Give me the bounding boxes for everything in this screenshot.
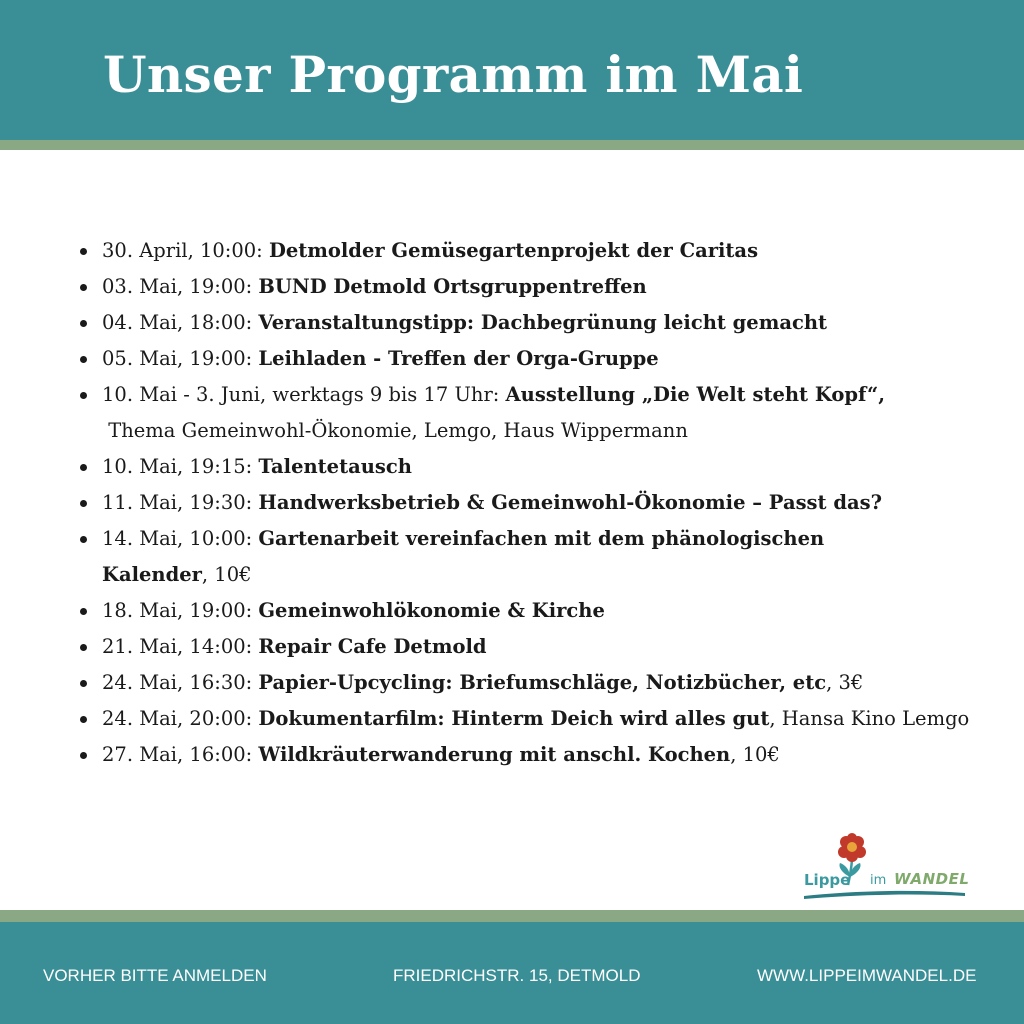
event-title: Gemeinwohlökonomie & Kirche xyxy=(258,599,605,622)
event-date: 24. Mai, 16:30: xyxy=(102,671,259,694)
event-item xyxy=(78,485,978,521)
event-date: 30. April, 10:00: xyxy=(102,239,269,262)
bullet-icon xyxy=(80,392,87,399)
flower-icon xyxy=(800,833,970,903)
event-item xyxy=(78,341,978,377)
footer-website-link[interactable]: WWW.LIPPEIMWANDEL.DE xyxy=(757,966,977,985)
event-date: 24. Mai, 20:00: xyxy=(102,707,259,730)
bullet-icon xyxy=(80,464,87,471)
event-item xyxy=(78,629,978,665)
event-title: Papier-Upcycling: Briefumschläge, Notizbücher, etc xyxy=(258,671,827,694)
bullet-icon xyxy=(80,716,87,723)
bullet-icon xyxy=(80,284,87,291)
event-item xyxy=(78,305,978,341)
event-item xyxy=(78,233,978,269)
event-extra: , 3€ xyxy=(826,671,864,694)
event-title: Ausstellung „Die Welt steht Kopf“, xyxy=(505,383,886,406)
event-item xyxy=(78,449,978,485)
event-date: 21. Mai, 14:00: xyxy=(102,635,259,658)
event-date: 05. Mai, 19:00: xyxy=(102,347,259,370)
event-item xyxy=(78,521,978,593)
header-divider xyxy=(0,140,1024,150)
event-item xyxy=(78,665,978,701)
event-extra: , 10€ xyxy=(201,563,252,586)
event-date: 03. Mai, 19:00: xyxy=(102,275,259,298)
event-item xyxy=(78,593,978,629)
event-item xyxy=(78,377,978,449)
footer-address: FRIEDRICHSTR. 15, DETMOLD xyxy=(393,966,641,985)
logo-word-wandel: WANDEL xyxy=(894,870,970,888)
event-title: BUND Detmold Ortsgruppentreffen xyxy=(258,275,647,298)
bullet-icon xyxy=(80,248,87,255)
event-title: Gartenarbeit vereinfachen mit dem phänologischen Kalender xyxy=(102,527,825,586)
event-date: 18. Mai, 19:00: xyxy=(102,599,259,622)
event-extra: , Hansa Kino Lemgo xyxy=(769,707,970,730)
event-date: 10. Mai, 19:15: xyxy=(102,455,259,478)
page-title: Unser Programm im Mai xyxy=(103,45,804,104)
event-extra: Thema Gemeinwohl-Ökonomie, Lemgo, Haus Wippermann xyxy=(102,419,688,442)
event-extra: , 10€ xyxy=(730,743,780,766)
event-title: Wildkräuterwanderung mit anschl. Kochen xyxy=(258,743,731,766)
event-list xyxy=(78,233,978,773)
logo-word-lippe: Lippe xyxy=(804,871,851,889)
event-date: 14. Mai, 10:00: xyxy=(102,527,259,550)
event-item xyxy=(78,269,978,305)
event-title: Veranstaltungstipp: Dachbegrünung leicht gemacht xyxy=(258,311,828,334)
event-date: 11. Mai, 19:30: xyxy=(102,491,259,514)
event-title: Handwerksbetrieb & Gemeinwohl-Ökonomie – Passt das? xyxy=(258,491,883,514)
footer-divider xyxy=(0,910,1024,922)
bullet-icon xyxy=(80,320,87,327)
event-title: Detmolder Gemüsegartenprojekt der Caritas xyxy=(268,239,759,262)
event-date: 10. Mai - 3. Juni, werktags 9 bis 17 Uhr: xyxy=(102,383,506,406)
bullet-icon xyxy=(80,644,87,651)
event-item xyxy=(78,701,978,737)
event-title: Repair Cafe Detmold xyxy=(258,635,487,658)
bullet-icon xyxy=(80,536,87,543)
footer-registration-note: VORHER BITTE ANMELDEN xyxy=(43,966,267,985)
event-item xyxy=(78,737,978,773)
event-title: Dokumentarfilm: Hinterm Deich wird alles gut xyxy=(258,707,770,730)
event-title: Talentetausch xyxy=(258,455,412,478)
bullet-icon xyxy=(80,608,87,615)
bullet-icon xyxy=(80,500,87,507)
event-date: 04. Mai, 18:00: xyxy=(102,311,259,334)
event-title: Leihladen - Treffen der Orga-Gruppe xyxy=(258,347,659,370)
bullet-icon xyxy=(80,356,87,363)
logo xyxy=(800,833,970,903)
logo-word-im: im xyxy=(870,873,887,888)
event-date: 27. Mai, 16:00: xyxy=(102,743,259,766)
bullet-icon xyxy=(80,752,87,759)
bullet-icon xyxy=(80,680,87,687)
